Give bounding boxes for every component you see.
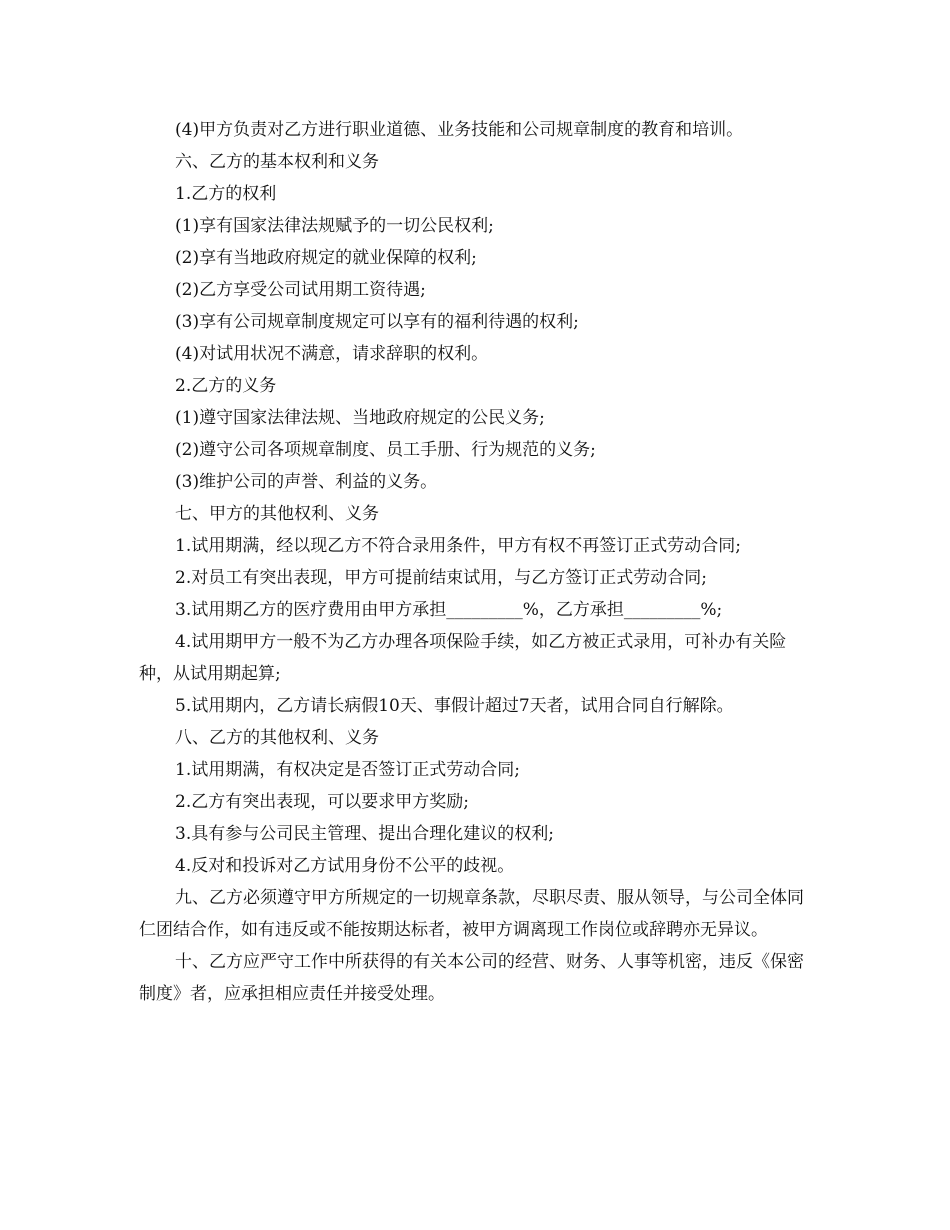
list-item: 2.对员工有突出表现，甲方可提前结束试用，与乙方签订正式劳动合同; bbox=[175, 568, 707, 588]
document-body bbox=[139, 114, 811, 1010]
section-heading: 八、乙方的其他权利、义务 bbox=[175, 728, 379, 748]
list-item: 1.试用期满，经以现乙方不符合录用条件，甲方有权不再签订正式劳动合同; bbox=[175, 536, 741, 556]
section-paragraph: 十、乙方应严守工作中所获得的有关本公司的经营、财务、人事等机密，违反《保密制度》者，应承担相应责任并接受处理。 bbox=[139, 952, 804, 1004]
section-paragraph: 九、乙方必须遵守甲方所规定的一切规章条款，尽职尽责、服从领导，与公司全体同仁团结合作，如有违反或不能按期达标者，被甲方调离现工作岗位或辞聘亦无异议。 bbox=[139, 888, 804, 940]
list-item: (3)维护公司的声誉、利益的义务。 bbox=[175, 472, 438, 492]
list-item: 1.试用期满，有权决定是否签订正式劳动合同; bbox=[175, 760, 520, 780]
section-heading: 六、乙方的基本权利和义务 bbox=[175, 152, 379, 172]
list-item: (2)遵守公司各项规章制度、员工手册、行为规范的义务; bbox=[175, 440, 596, 460]
subsection-heading: 1.乙方的权利 bbox=[175, 184, 277, 204]
list-item: (1)享有国家法律法规赋予的一切公民权利; bbox=[175, 216, 494, 236]
list-item: 5.试用期内，乙方请长病假10天、事假计超过7天者，试用合同自行解除。 bbox=[175, 696, 734, 716]
list-item: 4.反对和投诉对乙方试用身份不公平的歧视。 bbox=[175, 856, 515, 876]
list-item: (2)享有当地政府规定的就业保障的权利; bbox=[175, 248, 477, 268]
list-item: 2.乙方有突出表现，可以要求甲方奖励; bbox=[175, 792, 469, 812]
section-heading: 七、甲方的其他权利、义务 bbox=[175, 504, 379, 524]
list-item: (3)享有公司规章制度规定可以享有的福利待遇的权利; bbox=[175, 312, 579, 332]
list-item: 3.具有参与公司民主管理、提出合理化建议的权利; bbox=[175, 824, 554, 844]
subsection-heading: 2.乙方的义务 bbox=[175, 376, 277, 396]
list-item: 4.试用期甲方一般不为乙方办理各项保险手续，如乙方被正式录用，可补办有关险种，从试用期起算; bbox=[139, 632, 787, 684]
list-item: (4)对试用状况不满意，请求辞职的权利。 bbox=[175, 344, 489, 364]
paragraph: (4)甲方负责对乙方进行职业道德、业务技能和公司规章制度的教育和培训。 bbox=[175, 120, 744, 140]
list-item: 3.试用期乙方的医疗费用由甲方承担_________%，乙方承担_________%; bbox=[175, 600, 723, 620]
list-item: (2)乙方享受公司试用期工资待遇; bbox=[175, 280, 426, 300]
list-item: (1)遵守国家法律法规、当地政府规定的公民义务; bbox=[175, 408, 545, 428]
